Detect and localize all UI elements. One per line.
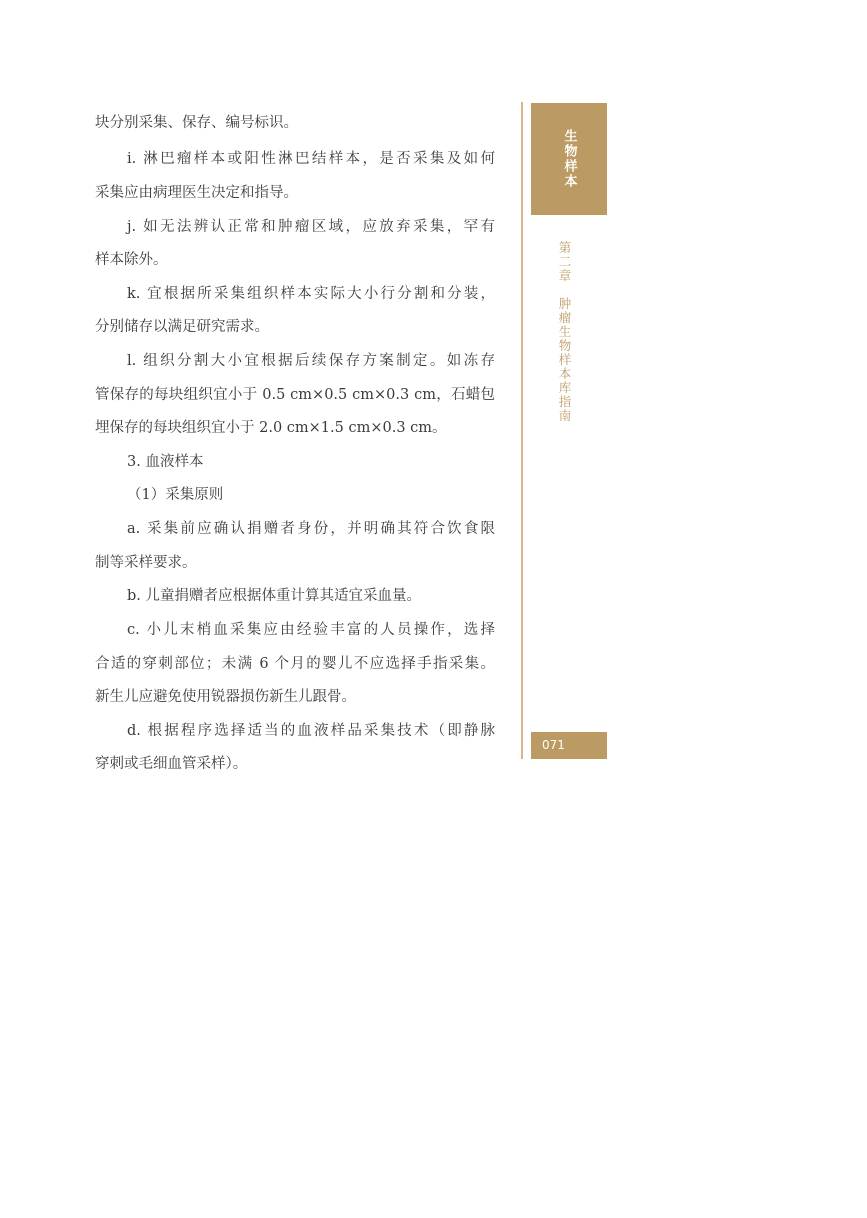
section-label: 生物样本 bbox=[561, 129, 577, 189]
paragraph-line: k. 宜根据所采集组织样本实际大小行分割和分装， bbox=[127, 285, 495, 302]
paragraph-line: c. 小儿末梢血采集应由经验丰富的人员操作，选择 bbox=[127, 621, 495, 638]
paragraph-line: 制等采样要求。 bbox=[95, 554, 197, 571]
paragraph-line: 样本除外。 bbox=[95, 251, 168, 268]
paragraph-line: 分别储存以满足研究需求。 bbox=[95, 318, 269, 335]
section-heading: 3. 血液样本 bbox=[127, 453, 204, 470]
chapter-label: 第二章 肿瘤生物样本库指南 bbox=[557, 241, 572, 423]
margin-divider bbox=[521, 102, 523, 759]
paragraph-line: 穿刺或毛细血管采样）。 bbox=[95, 755, 248, 772]
paragraph-line: 合适的穿刺部位；未满 6 个月的婴儿不应选择手指采集。 bbox=[95, 655, 495, 672]
paragraph-line: d. 根据程序选择适当的血液样品采集技术（即静脉 bbox=[127, 722, 495, 739]
paragraph-line: 埋保存的每块组织宜小于 2.0 cm×1.5 cm×0.3 cm。 bbox=[95, 419, 447, 436]
paragraph-line: 管保存的每块组织宜小于 0.5 cm×0.5 cm×0.3 cm，石蜡包 bbox=[95, 386, 495, 403]
paragraph-line: i. 淋巴瘤样本或阳性淋巴结样本，是否采集及如何 bbox=[127, 150, 495, 167]
paragraph-line: j. 如无法辨认正常和肿瘤区域，应放弃采集，罕有 bbox=[127, 218, 495, 235]
paragraph-line: b. 儿童捐赠者应根据体重计算其适宜采血量。 bbox=[127, 587, 421, 604]
paragraph-line: 块分别采集、保存、编号标识。 bbox=[95, 114, 298, 131]
page-number: 071 bbox=[531, 732, 607, 759]
paragraph-line: a. 采集前应确认捐赠者身份，并明确其符合饮食限 bbox=[127, 520, 495, 537]
subsection-heading: （1）采集原则 bbox=[127, 486, 224, 503]
paragraph-line: 新生儿应避免使用锐器损伤新生儿跟骨。 bbox=[95, 688, 356, 705]
paragraph-line: l. 组织分割大小宜根据后续保存方案制定。如冻存 bbox=[127, 352, 495, 369]
section-tab bbox=[531, 103, 607, 215]
paragraph-line: 采集应由病理医生决定和指导。 bbox=[95, 184, 298, 201]
